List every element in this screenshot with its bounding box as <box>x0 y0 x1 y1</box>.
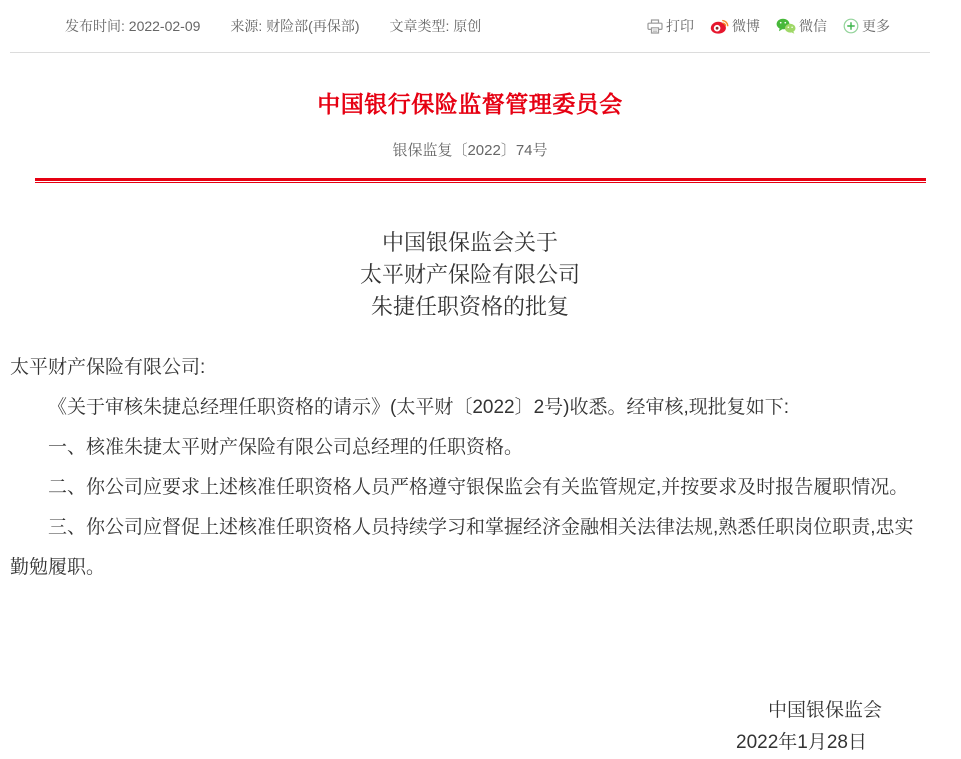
org-title: 中国银行保险监督管理委员会 <box>317 91 623 117</box>
paragraph-item-1: 一、核准朱捷太平财产保险有限公司总经理的任职资格。 <box>48 437 524 458</box>
article-source-value: 财险部(再保部) <box>266 18 360 34</box>
share-weibo-button[interactable] <box>710 16 760 36</box>
share-wechat-button[interactable] <box>776 16 827 36</box>
letterhead <box>10 86 930 183</box>
weibo-icon <box>710 18 729 34</box>
article-type-value: 原创 <box>453 18 482 34</box>
paragraph-salutation: 太平财产保险有限公司: <box>10 357 206 378</box>
article-type-label: 文章类型: <box>389 18 450 34</box>
article-meta-bar <box>10 0 930 53</box>
red-divider <box>35 178 926 183</box>
article-page <box>10 0 930 759</box>
document-title-line-3: 朱捷任职资格的批复 <box>370 294 569 319</box>
signature-date: 2022年1月28日 <box>736 732 867 753</box>
publish-time-value: 2022-02-09 <box>128 18 201 34</box>
publish-time-label: 发布时间: <box>65 18 125 34</box>
document-title-line-2: 太平财产保险有限公司 <box>359 262 580 287</box>
red-divider-thin-line <box>35 182 926 183</box>
print-button-label: 打印 <box>666 18 694 34</box>
article-type <box>390 16 482 36</box>
plus-circle-icon <box>843 18 859 34</box>
signature-block <box>10 695 930 759</box>
signature-org: 中国银保监会 <box>767 700 882 721</box>
share-more-button[interactable] <box>843 16 890 36</box>
paragraph-item-2: 二、你公司应要求上述核准任职资格人员严格遵守银保监会有关监管规定,并按要求及时报告履职情况。 <box>48 477 909 498</box>
publish-time <box>65 16 200 36</box>
article-meta-info <box>10 16 481 36</box>
share-more-label: 更多 <box>862 18 890 34</box>
article-source-label: 来源: <box>230 18 263 34</box>
document-title <box>10 227 930 323</box>
share-weibo-label: 微博 <box>732 18 760 34</box>
print-button[interactable] <box>647 16 694 36</box>
printer-icon <box>647 19 663 34</box>
paragraph-intro: 《关于审核朱捷总经理任职资格的请示》(太平财〔2022〕2号)收悉。经审核,现批复如下: <box>48 397 790 418</box>
paragraph-item-3: 三、你公司应督促上述核准任职资格人员持续学习和掌握经济金融相关法律法规,熟悉任职岗位职责,忠实勤勉履职。 <box>10 517 914 578</box>
share-toolbar <box>647 16 890 36</box>
red-divider-thick-line <box>35 178 926 181</box>
doc-number: 银保监复〔2022〕74号 <box>392 142 548 159</box>
share-wechat-label: 微信 <box>799 18 827 34</box>
document-title-line-1: 中国银保监会关于 <box>381 230 558 255</box>
article-source <box>230 16 359 36</box>
wechat-icon <box>776 18 796 34</box>
document-body <box>10 348 930 588</box>
